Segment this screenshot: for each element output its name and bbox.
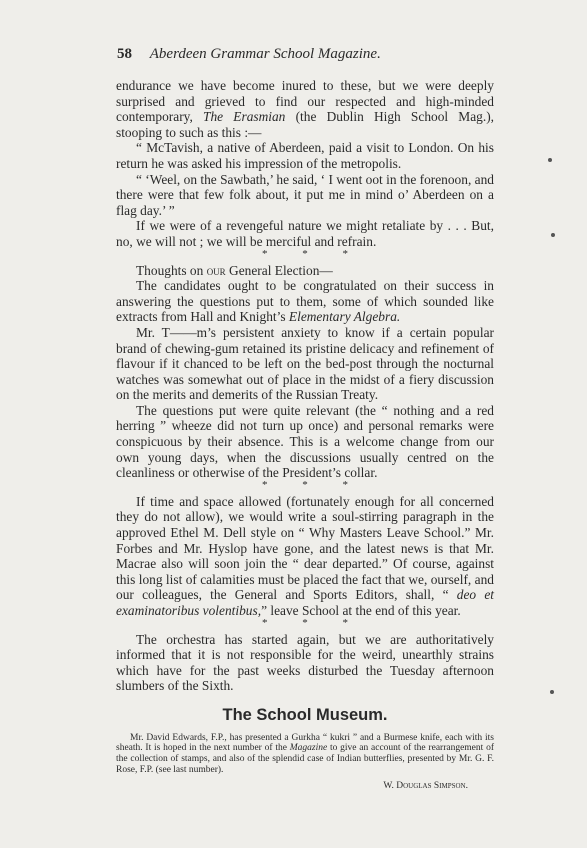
paragraph: “ McTavish, a native of Aberdeen, paid a visit to London. On his return he was asked his impression of the metropolis. — [116, 140, 494, 171]
section-separator: * * * — [262, 247, 364, 260]
book-title: Elementary Algebra. — [288, 309, 401, 325]
text-run: ” leave School at the end of this year. — [261, 603, 461, 618]
article-body — [116, 78, 494, 794]
page-number: 58 — [117, 46, 132, 62]
section-separator: * * * — [262, 616, 364, 629]
paragraph: The questions put were quite relevant (the “ nothing and a red herring ” wheeze did not turn up once) and personal remarks were conspicuous by their absence. This is a welcome change from our own young days, when the discussions usually centred on the cleanliness or otherwise of the President’s collar. — [116, 402, 494, 481]
author-signature: W. Douglas Simpson. — [383, 780, 468, 791]
paragraph — [116, 263, 494, 279]
text-run: to give an account of the rearrangement of the collection of stamps, and also of the splendid case of Indian butterflies, presented by Mr. G. F. Rose, F.P. (see last number). — [116, 743, 494, 775]
paragraph — [116, 278, 494, 325]
text-run: Thoughts on — [136, 262, 207, 278]
latin-phrase: deo et examinatoribus volentibus, — [116, 587, 494, 618]
small-caps-word: our — [206, 262, 226, 278]
paragraph: Mr. T——m’s persistent anxiety to know if a certain popular brand of chewing-gum retained its pristine delicacy and refinement of flavour if it chanced to be left on the bed-post through the nocturnal watches was somewhat out of place in the midst of a fiery discussion on the merits and demerits of the Russian Treaty. — [116, 324, 494, 403]
section-heading: The School Museum. — [222, 705, 388, 724]
paragraph — [116, 494, 494, 619]
text-run: endurance we have become inured to these, but we were deeply surprised and grieved to find our respected and high-minded contemporary, — [116, 78, 494, 125]
publication-name: The Erasmian — [203, 109, 286, 125]
text-run: If time and space allowed (fortunately enough for all concerned they do not allow), we would write a soul-stirring paragraph in the approved Ethel M. Dell style on “ Why Masters Leave School.” Mr. Forbes and Mr. Hyslop have gone, and the latest news is that Mr. Macrae also will soon join the “ dear departed.” Of course, against this long list of calamities must be placed the fact that we, ourself, and our colleagues, the General and Sports Editors, shall, “ — [116, 493, 494, 603]
paragraph — [116, 78, 494, 140]
text-run: General Election— — [225, 262, 333, 278]
page-header — [117, 46, 495, 63]
page-speck — [551, 233, 555, 237]
museum-note — [116, 733, 494, 776]
text-run: Mr. David Edwards, F.P., has presented a Gurkha “ kukri ” and a Burmese knife, each with its sheath. It is hoped in the next number of the — [116, 732, 494, 754]
running-title: Aberdeen Grammar School Magazine. — [149, 46, 381, 62]
text-run: (the Dublin High School Mag.), stooping to such as this :— — [116, 109, 495, 140]
section-separator: * * * — [262, 478, 364, 491]
paragraph: If we were of a revengeful nature we might retaliate by . . . But, no, we will not ; we will be merciful and refrain. — [116, 218, 494, 249]
page-speck — [550, 690, 554, 694]
paragraph: The orchestra has started again, but we are authoritatively informed that it is not responsible for the weird, unearthly strains which have for the past weeks disturbed the Tuesday afternoon slumbers of the Sixth. — [116, 631, 494, 694]
paragraph: “ ‘Weel, on the Sawbath,’ he said, ‘ I went oot in the forenoon, and there were that few folk about, it put me in mind o’ Aberdeen on a flag day.’ ” — [116, 171, 494, 218]
page-speck — [548, 158, 552, 162]
text-run: The candidates ought to be congratulated on their success in answering the questions put to them, some of which sounded like extracts from Hall and Knight’s — [116, 278, 494, 325]
magazine-name: Magazine — [289, 743, 328, 754]
